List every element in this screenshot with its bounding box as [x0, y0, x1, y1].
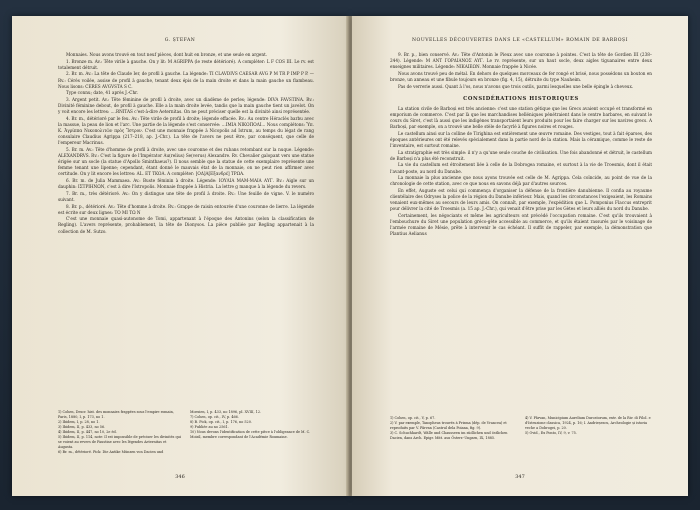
paragraph: 7. Br. m., très détérioré. Av.: On y distingue une tête de profil à droite. Rv.: Une feuille de vigne. V. le numéro suivant.	[58, 190, 314, 202]
paragraph: En effet, Auguste est celui qui commença d'organiser la défense de la frontière danubienne. Il confia au royaume clientélaire des Odryses la police de la région du Danube inférieur. Mais, quand les circonstances l'exigeaient, les Romains venaient eux-mêmes au secours de leurs amis. On connaît, par exemple, l'expédition que L. Pomponius Flaccus entreprit pour délivrer la cité de Troesmis (a. 15 ap. J.-Chr.), qui venait d'être prise par les Gètes et leurs alliés du nord du Danube.	[390, 188, 652, 212]
paragraph: 2. Br. m. Av.: La tête de Claude Ier, de profil à gauche. La légende: TI CLAVDIVS CAESAR AVG P M TR P IMP P P. — Rv.: Cérès voilée, assise de profil à gauche, tenant deux épis de la main droite et dans la main gauche un flambeau. Nous lisons: CERES AVGVSTA S C.	[58, 71, 314, 89]
folio-left: 346	[175, 474, 185, 480]
footnote: Moesien, I, p. 433, no 1896, pl. XVIII, 12.	[190, 410, 262, 414]
footnote: 4) Ibidem, II, p. 447, no 10, 2e éd.	[58, 430, 117, 434]
paragraph: 1. Bronze m. Av.: Tête virile à gauche. On y lit: M AGRIPPA (le reste détérioré). A compléter: L F COS III. Le rv. est totalement détruit.	[58, 58, 314, 70]
left-footnotes	[58, 410, 314, 455]
footnote: 6) Br. m., détérioré. Pick: Die Antike Münzen von Dacien und	[58, 450, 164, 454]
right-footnotes-col1	[390, 416, 517, 441]
paragraph: 5. Br. m. Av.: Tête d'homme de profil à droite, avec une couronne et des rubans retombant sur la nuque. Légende: ALEXANDRVS. Rv.: C'est la figure de l'Impérator Au(relius) Se(verus) Alexandre. Rv. Chevalier galopant vers une statue érigée sur un socle (la statue d'Apollo Sminthaeus?). Il nous semble que la statue de cette exemplaire représente une femme tenant une lipenne; cependant, étant donné le mauvais état de la monnaie, on ne peut rien affirmer avec certitude. On y lit encore les lettres: AL. ET TKOA. A compléter: [ΟΔ]Α[Εξανδρέ] ΤΡΩΑ.	[58, 146, 314, 177]
footnote: 2) V. par exemple, Tanopheus trouvés à Prisma (dép. de Vrancea) et reproduits par V. Pârvan (Castrul dela Poiana, fig. 9).	[390, 421, 507, 430]
paragraph: Certainement, les négociants et même les agriculteurs ont précédé l'occupation romaine. C'est qu'ils trouvaient à l'embouchure du Siret une population gréco-gète accessible au commerce, et qu'ils étaient rassurés par le voisinage de l'armée romaine de Mésie, prête à intervenir le cas échéant. Il suffit de rappeler, par exemple, la démonstration que Plantius Aelianus	[390, 213, 652, 237]
paragraph: 6. Br. m. de Julia Mammaea. Av.: Buste féminin à droite. Légende: ΙΟΥΛΙΑ ΜΑΜ-ΜΑΙΑ ΑΥΓ. Rv.: Aigle sur un dauphin: ΙΣΤΡΙΗΝΩΝ, c'est à dire l'Istropolis. Monnaie frappée à Histria. La lettre g manque à la légende du revers.	[58, 178, 314, 190]
footnote: 1) Cohen, Descr. hist. des monnaies frappées sous l'empire romain, Paris, 1880, I, p. 173, no 1.	[58, 410, 174, 419]
paragraph: 8. Br. p., détérioré. Av.: Tête d'homme à droite. Rv.: Grappe de raisin entourée d'une couronne de lierre. La légende est écrite sur deux lignes: ΤΟ ΜΙ ΤΩ Ν	[58, 203, 314, 215]
footnote: 7) Cohen, op. cit., IV, p. 466.	[190, 415, 239, 419]
right-bottom-paragraphs	[390, 106, 652, 238]
paragraph: Le castellum ainsi sur la colline de Tirighina est entièrement une œuvre romaine. Des vestiges, tout à fait éparses, des époques antérieures ont été relevés spécialement dans la partie nord de la station. Mais la céramique, comme le reste de l'inventaire, est surtout romaine.	[390, 130, 652, 148]
paragraph: 4. Br. m., détérioré par le feu. Av.: Tête virile de profil à droite; légende effacée. Rv.: Au centre Héraclès barbu avec la massue, la peau de lion et l'arc. Une partie de la légende s'est conservée: ...ΙΜΙΑ ΝΙΚΟΠΟΛΙ... Nous complétons: Ὑπ. Κ. Ἀγρίππα Νικοπολιτῶν πρὸς Ἴστρον. C'est une monnaie frappée à Nicopolis ad Istrum, au temps du légat de rang consulaire Claudius Agrippa (217–218, ap. J.-Chr.). La tête de l'avers ne peut être, par conséquent, que celle de l'empereur Macrinus.	[58, 115, 314, 146]
footnote: 8) B. Pick, op. cit., I, p. 176, no 520.	[190, 420, 252, 424]
paragraph: Nous avons trouvé peu de métal. En dehors de quelques morceaux de fer rongé et brisé, nous possédons un bouton en bronze, un anneau et une fibule toujours en bronze (fig. 4, 15), détruite du type Nauheim.	[390, 70, 652, 82]
left-footnotes-col2	[190, 410, 314, 455]
right-body-text	[390, 52, 652, 238]
footnote: 3) Ibidem, II, p. 433, no 56.	[58, 425, 106, 429]
right-top-paragraphs	[390, 52, 652, 90]
right-footnotes-col2	[525, 416, 652, 441]
left-footnotes-col1	[58, 410, 182, 455]
left-body-text	[58, 52, 314, 235]
right-footnotes	[390, 416, 652, 441]
running-head-left: G. ȘTEFAN	[164, 38, 196, 43]
right-page	[352, 16, 688, 496]
footnote: 5) Ovid., Ex Ponto, IV, 9, v. 75.	[525, 431, 577, 435]
running-head-right: NOUVELLES DÉCOUVERTES DANS LE «CASTELLUM» ROMAIN DE BARBOȘI	[412, 38, 628, 43]
paragraph: 9. Br. p., bien conservé. Av.: Tête d'Antonin le Pieux avec une couronne à pointes. C'est la tête de Gordien III (238–244). Légende: Μ ΑΝΤ ΓΟΡΔΙΑΝΟΣ ΑΥΓ. Le rv. représente, sur un haut socle, deux aigles tiguanaires entre deux enseignes militaires. Légende: ΝΙΚΑΙΕΩΝ. Monnaie frappée à Nicée.	[390, 52, 652, 70]
footnote: 1) Cohen, op. cit., V, p. 67.	[390, 416, 436, 420]
section-title: CONSIDÉRATIONS HISTORIQUES	[463, 95, 579, 102]
paragraph: C'est une monnaie quasi-autonome de Tomi, appartenant à l'époque des Antonins (selon la classification de Regling). L'avers représente, probablement, la tête de Dionysos. La pièce publiée par Regling appartenait à la collection de M. Sutzo.	[58, 216, 314, 234]
folio-right: 347	[515, 474, 525, 480]
paragraph: Monnaies. Nous avons trouvé en tout neuf pièces, dont huit en bronze, et une seule en argent.	[66, 52, 268, 57]
paragraph: La monnaie la plus ancienne que nous ayons trouvée est celle de M. Agrippa. Cela coïncide, au point de vue de la chronologie de cette station, avec ce que nous en savons déjà par d'autres sources.	[390, 175, 652, 187]
footnote: 9) Publiée au no 2561.	[190, 425, 229, 429]
paragraph: La vie du castellum est étroitement liée à celle de la Dobrogea romaine, et surtout à la vie de Troesmis, dont il était l'avant-poste, au nord du Danube.	[390, 162, 652, 174]
paragraph: La station civile de Barboși est très ancienne: c'est une station gétique que les Grecs avaient occupé et transformé en emporium de commerce. C'est par là que les marchandises helléniques pénétraient dans le centre barbares, en suivant le cours du Siret, c'est là aussi que les indigènes transportaient leurs produits pour les faire charger sur les navires grecs. A Barboși, par exemple, on a trouvé une belle stèle de facyrlé à figures noires et rouges.	[390, 105, 652, 130]
paragraph: Type connu; date, 41 après J.-Chr.	[66, 90, 139, 96]
footnote: 4) V. Pârvan, Municipium Aurelium Durostorum, extr. de la Riv. di Filol. e d'Istruzione classica, 1924, p. 16; I. Andrieșescu, Archeologie și istoria veche a Dobrogei, p. 20.	[525, 416, 651, 430]
footnote: 10) Nous devons l'identification de cette pièce à l'obligeance de M. C. Moisil, membre correspondant de l'Académie Roumaine.	[190, 430, 311, 439]
left-page	[12, 16, 348, 496]
footnote: 5) Ibidem, II, p. 114, note: Il est impossible de préciser les divinités qui se voient au revers de Faustine avec les légendes Aeternitas et Augusta.	[58, 435, 181, 449]
paragraph: Pas de verrerie aussi. Quant à l'os, nous n'avons que trois outils, parmi lesquelles une belle épingle à cheveux.	[398, 83, 634, 89]
paragraph: 3. Argent petit. Av.: Tête féminine de profil à droite, avec un diadème de perles; légende: DIVA FAVSTINA. Rv.: Divinité féminine debout, de profil à gauche. Elle a la main droite levée, tandis que la main gauche tient un javelot. On y voit encore les lettres: ....RNITAS c'est-à-dire Aeternitas. On ne peut préciser quelle est la divinité ainsi représentée.	[58, 97, 314, 115]
paragraph: La stratigraphie est très simple: il n'y a qu'une seule couche de civilisation. Une fois abandonné et détruit, le castellum de Barboși n'a plus été reconstruit.	[390, 149, 652, 161]
footnote: 3) C. Schuchhardt, Wälle und Chausseen im südlichen und östlichen Dacien, dans Arch. Epigr. Mitt. aus Österr.-Ungarn, IX, 1885.	[390, 431, 508, 440]
footnote: 2) Ibidem, I, p. 28, no 1.	[58, 420, 100, 424]
